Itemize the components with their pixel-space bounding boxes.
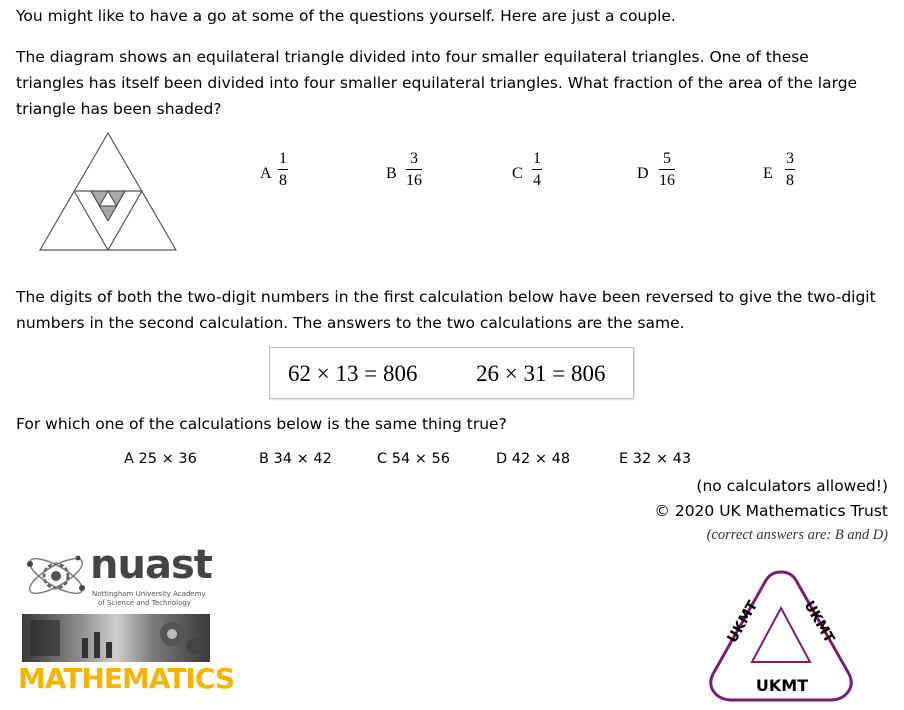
ukmt-side-right: UKMT bbox=[800, 598, 838, 646]
calculation-2: 26 × 31 = 806 bbox=[476, 361, 606, 386]
choice-c[interactable]: C 54 × 56 bbox=[377, 451, 451, 467]
nuast-name: nuast bbox=[90, 542, 212, 588]
shaded-triangle-left bbox=[91, 191, 108, 206]
option-fraction: 5 16 bbox=[659, 150, 675, 189]
atom-gear-icon bbox=[22, 544, 90, 608]
choice-b[interactable]: B 34 × 42 bbox=[259, 451, 332, 467]
answers-note: (correct answers are: B and D) bbox=[706, 527, 888, 543]
choice-d[interactable]: D 42 × 48 bbox=[496, 451, 571, 467]
question-1-text: The diagram shows an equilateral triangle divided into four smaller equilateral triangles. One of these triangles has itself been divided into four smaller equilateral triangles. What fraction of the area of the large triangle has been shaded? bbox=[16, 48, 858, 118]
option-fraction: 1 4 bbox=[533, 150, 541, 189]
ukmt-logo bbox=[706, 566, 856, 706]
question-2-prompt: For which one of the calculations below is the same thing true? bbox=[16, 415, 507, 433]
nuast-logo bbox=[18, 542, 235, 704]
calculation-box bbox=[269, 347, 634, 399]
option-letter: A bbox=[260, 165, 272, 182]
question-2-text: The digits of both the two-digit numbers in the first calculation below have been reversed to give the two-digit numbers in the second calculation. The answers to the two calculations are the same. bbox=[16, 288, 876, 332]
ukmt-name: UKMT bbox=[755, 676, 809, 695]
option-letter: E bbox=[763, 165, 773, 182]
shaded-triangle-right bbox=[108, 191, 125, 206]
option-letter: C bbox=[512, 165, 523, 182]
copyright: © 2020 UK Mathematics Trust bbox=[654, 502, 888, 520]
nuast-photo-banner bbox=[22, 614, 210, 662]
shaded-triangle-bottom bbox=[100, 206, 117, 221]
option-letter: B bbox=[386, 165, 397, 182]
choice-a[interactable]: A 25 × 36 bbox=[124, 451, 197, 467]
option-fraction: 3 8 bbox=[786, 150, 794, 189]
lab-equipment-icon bbox=[22, 614, 210, 662]
triangle-diagram bbox=[38, 131, 178, 253]
ukmt-side-left: UKMT bbox=[724, 598, 762, 646]
choice-e[interactable]: E 32 × 43 bbox=[619, 451, 692, 467]
option-fraction: 1 8 bbox=[279, 150, 287, 189]
no-calculators-note: (no calculators allowed!) bbox=[696, 477, 888, 495]
nuast-mathematics-banner: MATHEMATICS bbox=[18, 662, 235, 695]
option-fraction: 3 16 bbox=[406, 150, 422, 189]
option-letter: D bbox=[637, 165, 649, 182]
intro-text: You might like to have a go at some of the questions yourself. Here are just a couple. bbox=[16, 7, 676, 25]
nuast-line-1: Nottingham University Academy bbox=[92, 590, 206, 598]
nuast-line-2: of Science and Technology bbox=[98, 599, 191, 607]
calculation-1: 62 × 13 = 806 bbox=[288, 361, 418, 386]
